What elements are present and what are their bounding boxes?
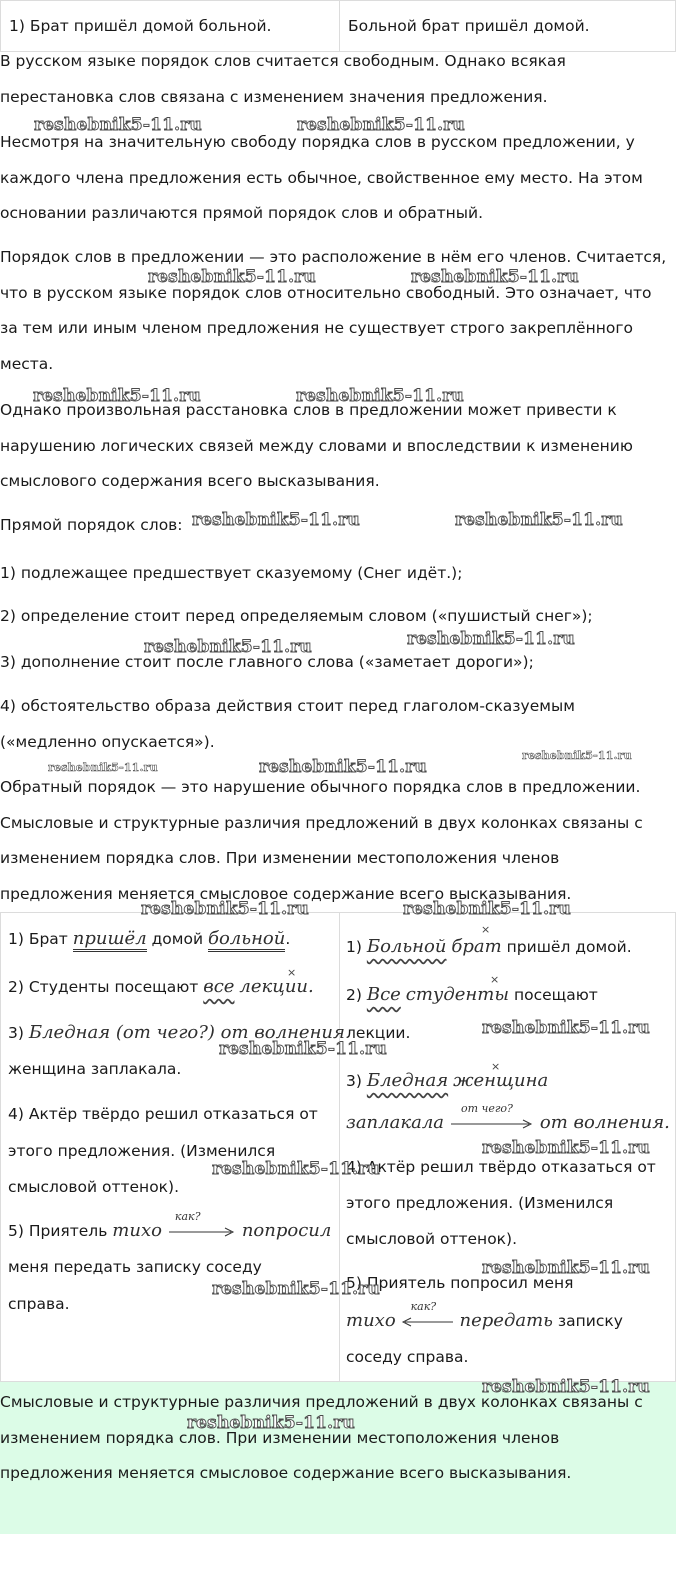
attribute-bolnoy: Больной bbox=[366, 936, 447, 957]
watermark: reshebnik5-11.ru bbox=[212, 1159, 380, 1179]
watermark: reshebnik5-11.ru bbox=[482, 1258, 650, 1278]
watermark: reshebnik5-11.ru bbox=[403, 899, 571, 919]
watermark: reshebnik5-11.ru bbox=[411, 267, 579, 287]
cross-mark: × bbox=[481, 923, 491, 936]
cross-mark: × bbox=[287, 966, 297, 979]
right-row-1: 1) Больной брат пришёл домой. bbox=[346, 936, 632, 957]
watermark: reshebnik5-11.ru bbox=[482, 1018, 650, 1038]
left-arrow-icon: как? bbox=[167, 1222, 237, 1242]
paragraph-2: Несмотря на значительную свободу порядка слов в русском предложении, у каждого члена предложения есть обычное, свойственное ему место. На этом основании различаются прямой порядок слов и обратный. bbox=[0, 133, 643, 222]
watermark: reshebnik5-11.ru bbox=[192, 510, 360, 530]
left-row-1: 1) Брат пришёл домой больной. bbox=[8, 928, 290, 949]
watermark: reshebnik5-11.ru bbox=[259, 757, 427, 777]
right-row-2-line2: лекции. bbox=[346, 1024, 411, 1042]
right-arrow-icon: от чего? bbox=[449, 1114, 535, 1134]
right-row-5-line3: соседу справа. bbox=[346, 1348, 469, 1366]
left-row-4-line3: смысловой оттенок). bbox=[8, 1178, 180, 1196]
watermark: reshebnik5-11.ru bbox=[455, 510, 623, 530]
watermark: reshebnik5-11.ru bbox=[522, 749, 632, 762]
watermark: reshebnik5-11.ru bbox=[219, 1039, 387, 1059]
attribute-vse: все bbox=[203, 976, 235, 997]
left-row-3: 3) Бледная (от чего?) от волнения bbox=[8, 1022, 345, 1043]
summary-text: Смысловые и структурные различия предложений в двух колонках связаны с изменением порядка слов. При изменении местоположения членов предложения меняется смысловое содержание всего высказывания. bbox=[0, 1393, 643, 1482]
watermark: reshebnik5-11.ru bbox=[34, 115, 202, 135]
left-row-5-line3: справа. bbox=[8, 1295, 70, 1313]
watermark: reshebnik5-11.ru bbox=[482, 1377, 650, 1397]
watermark: reshebnik5-11.ru bbox=[187, 1413, 355, 1433]
left-row-4-line2: этого предложения. (Изменился bbox=[8, 1142, 276, 1160]
watermark: reshebnik5-11.ru bbox=[141, 899, 309, 919]
subject-studenty: студенты bbox=[405, 984, 510, 1005]
watermark: reshebnik5-11.ru bbox=[48, 761, 158, 774]
back-arrow-icon: как? bbox=[401, 1312, 455, 1332]
top-table-right-cell: Больной брат пришёл домой. bbox=[340, 1, 676, 52]
right-row-5-line1: 5) Приятель попросил меня bbox=[346, 1274, 574, 1292]
object-lektsii: лекции. bbox=[239, 976, 314, 997]
left-row-3-line2: женщина заплакала. bbox=[8, 1060, 182, 1078]
subject-brat: брат bbox=[451, 936, 502, 957]
watermark: reshebnik5-11.ru bbox=[482, 1138, 650, 1158]
watermark: reshebnik5-11.ru bbox=[148, 267, 316, 287]
paragraph-1: В русском языке порядок слов считается свободным. Однако всякая перестановка слов связана с изменением значения предложения. bbox=[0, 52, 566, 106]
top-table-left-cell: 1) Брат пришёл домой больной. bbox=[1, 1, 340, 52]
paragraph-3: Порядок слов в предложении — это расположение в нём его членов. Считается, что в русском языке порядок слов относительно свободный. Это означает, что за тем или иным членом предложения не существует строго закреплённого места. bbox=[0, 248, 667, 373]
right-row-5-line2: тихо как? передать записку bbox=[346, 1299, 623, 1331]
predicate-prishel: пришёл bbox=[73, 928, 147, 952]
paragraph-7: 2) определение стоит перед определяемым словом («пушистый снег»); bbox=[0, 607, 593, 625]
predicate-bolnoy: больной bbox=[208, 928, 285, 952]
left-row-4-line1: 4) Актёр твёрдо решил отказаться от bbox=[8, 1105, 318, 1123]
left-row-2: 2) Студенты посещают все лекции. bbox=[8, 976, 314, 997]
right-row-3: 3) Бледная женщина bbox=[346, 1070, 549, 1091]
watermark: reshebnik5-11.ru bbox=[212, 1279, 380, 1299]
paragraph-4: Однако произвольная расстановка слов в предложении может привести к нарушению логических связей между словами и впоследствии к изменению смыслового содержания всего высказывания. bbox=[0, 401, 633, 490]
left-row-5-line2: меня передать записку соседу bbox=[8, 1258, 262, 1276]
paragraph-10: Обратный порядок — это нарушение обычного порядка слов в предложении. Смысловые и структурные различия предложений в двух колонках связаны с изменением порядка слов. При изменении местоположения членов предложения меняется смысловое содержание всего высказывания. bbox=[0, 778, 643, 903]
right-row-4-line2: этого предложения. (Изменился bbox=[346, 1194, 614, 1212]
right-row-3-line2: заплакала от чего? от волнения. bbox=[346, 1101, 670, 1133]
paragraph-8: 3) дополнение стоит после главного слова («заметает дороги»); bbox=[0, 653, 534, 671]
cross-mark: × bbox=[491, 1060, 501, 1073]
paragraph-6: 1) подлежащее предшествует сказуемому (Снег идёт.); bbox=[0, 564, 463, 582]
attribute-vse: Все bbox=[366, 984, 401, 1005]
right-row-4-line1: 4) Актёр решил твёрдо отказаться от bbox=[346, 1158, 656, 1176]
paragraph-5: Прямой порядок слов: bbox=[0, 516, 183, 534]
watermark: reshebnik5-11.ru bbox=[296, 386, 464, 406]
watermark: reshebnik5-11.ru bbox=[33, 386, 201, 406]
left-row-3-handwritten: Бледная (от чего?) от волнения bbox=[28, 1022, 345, 1043]
right-row-4-line3: смысловой оттенок). bbox=[346, 1230, 518, 1248]
left-row-5: 5) Приятель тихо как? попросил bbox=[8, 1209, 332, 1241]
cross-mark: × bbox=[490, 973, 500, 986]
watermark: reshebnik5-11.ru bbox=[297, 115, 465, 135]
paragraph-9: 4) обстоятельство образа действия стоит перед глаголом-сказуемым («медленно опускается»). bbox=[0, 697, 575, 751]
watermark: reshebnik5-11.ru bbox=[407, 629, 575, 649]
watermark: reshebnik5-11.ru bbox=[144, 637, 312, 657]
right-row-2: 2) Все студенты посещают bbox=[346, 984, 598, 1005]
